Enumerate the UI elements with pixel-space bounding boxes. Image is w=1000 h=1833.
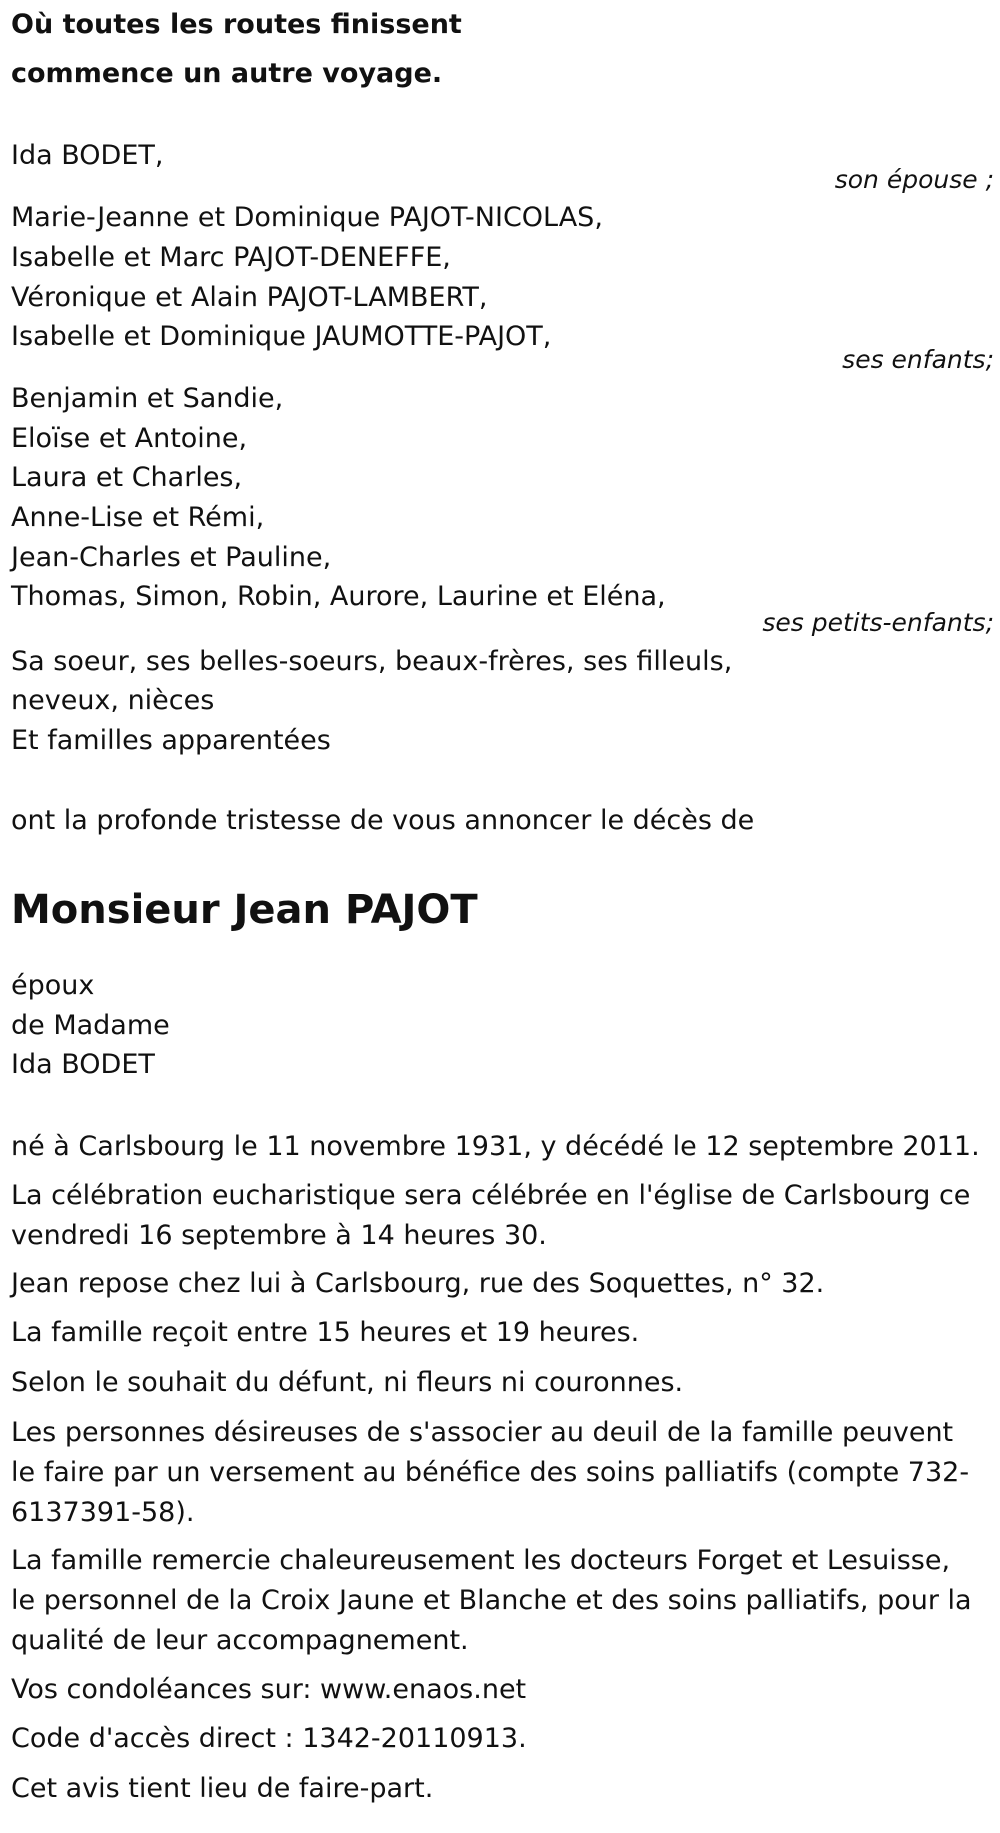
child-line: Véronique et Alain PAJOT-LAMBERT, <box>11 282 488 313</box>
thanks-note: La famille remercie chaleureusement les docteurs Forget et Lesuisse, le personnel de la Croix Jaune et Blanche et des soins palliatifs, pour la qualité de leur accompagnement. <box>11 1545 972 1656</box>
spouse-name: Ida BODET, <box>11 140 164 171</box>
grandchild-line: Jean-Charles et Pauline, <box>11 542 332 573</box>
donation-note: Les personnes désireuses de s'associer au deuil de la famille peuvent le faire par un versement au bénéfice des soins palliatifs (compte 732-6137391-58). <box>11 1417 970 1528</box>
quote-line-1: Où toutes les routes finissent <box>11 9 462 40</box>
condolences-website: Vos condoléances sur: www.enaos.net <box>11 1674 527 1705</box>
grandchild-line: Anne-Lise et Rémi, <box>11 502 265 533</box>
ceremony-info: La célébration eucharistique sera célébrée en l'église de Carlsbourg ce vendredi 16 septembre à 14 heures 30. <box>11 1180 971 1251</box>
birth-death-dates: né à Carlsbourg le 11 novembre 1931, y décédé le 12 septembre 2011. <box>11 1131 980 1162</box>
visiting-hours: La famille reçoit entre 15 heures et 19 heures. <box>11 1317 640 1348</box>
child-line: Isabelle et Dominique JAUMOTTE-PAJOT, <box>11 321 552 352</box>
grandchildren-role: ses petits-enfants; <box>762 608 994 637</box>
child-line: Marie-Jeanne et Dominique PAJOT-NICOLAS, <box>11 202 603 233</box>
announcement-text: ont la profonde tristesse de vous annoncer le décès de <box>11 805 755 836</box>
deceased-spouse-line: de Madame <box>11 1010 170 1041</box>
rest-location: Jean repose chez lui à Carlsbourg, rue des Soquettes, n° 32. <box>11 1268 825 1299</box>
spouse-role: son épouse ; <box>834 165 994 194</box>
notice-statement: Cet avis tient lieu de faire-part. <box>11 1773 434 1804</box>
children-role: ses enfants; <box>842 345 994 374</box>
quote-line-2: commence un autre voyage. <box>11 58 443 89</box>
grandchild-line: Eloïse et Antoine, <box>11 423 248 454</box>
relatives-line: Sa soeur, ses belles-soeurs, beaux-frères, ses filleuls, <box>11 646 733 677</box>
relatives-line: neveux, nièces <box>11 685 215 716</box>
child-line: Isabelle et Marc PAJOT-DENEFFE, <box>11 242 451 273</box>
grandchild-line: Benjamin et Sandie, <box>11 383 284 414</box>
flowers-note: Selon le souhait du défunt, ni fleurs ni couronnes. <box>11 1367 684 1398</box>
deceased-name: Monsieur Jean PAJOT <box>11 887 478 933</box>
access-code: Code d'accès direct : 1342-20110913. <box>11 1723 527 1754</box>
grandchild-line: Laura et Charles, <box>11 462 243 493</box>
grandchild-line: Thomas, Simon, Robin, Aurore, Laurine et Eléna, <box>11 581 666 612</box>
deceased-spouse-line: Ida BODET <box>11 1049 155 1080</box>
relatives-line: Et familles apparentées <box>11 725 331 756</box>
deceased-spouse-line: époux <box>11 970 95 1001</box>
